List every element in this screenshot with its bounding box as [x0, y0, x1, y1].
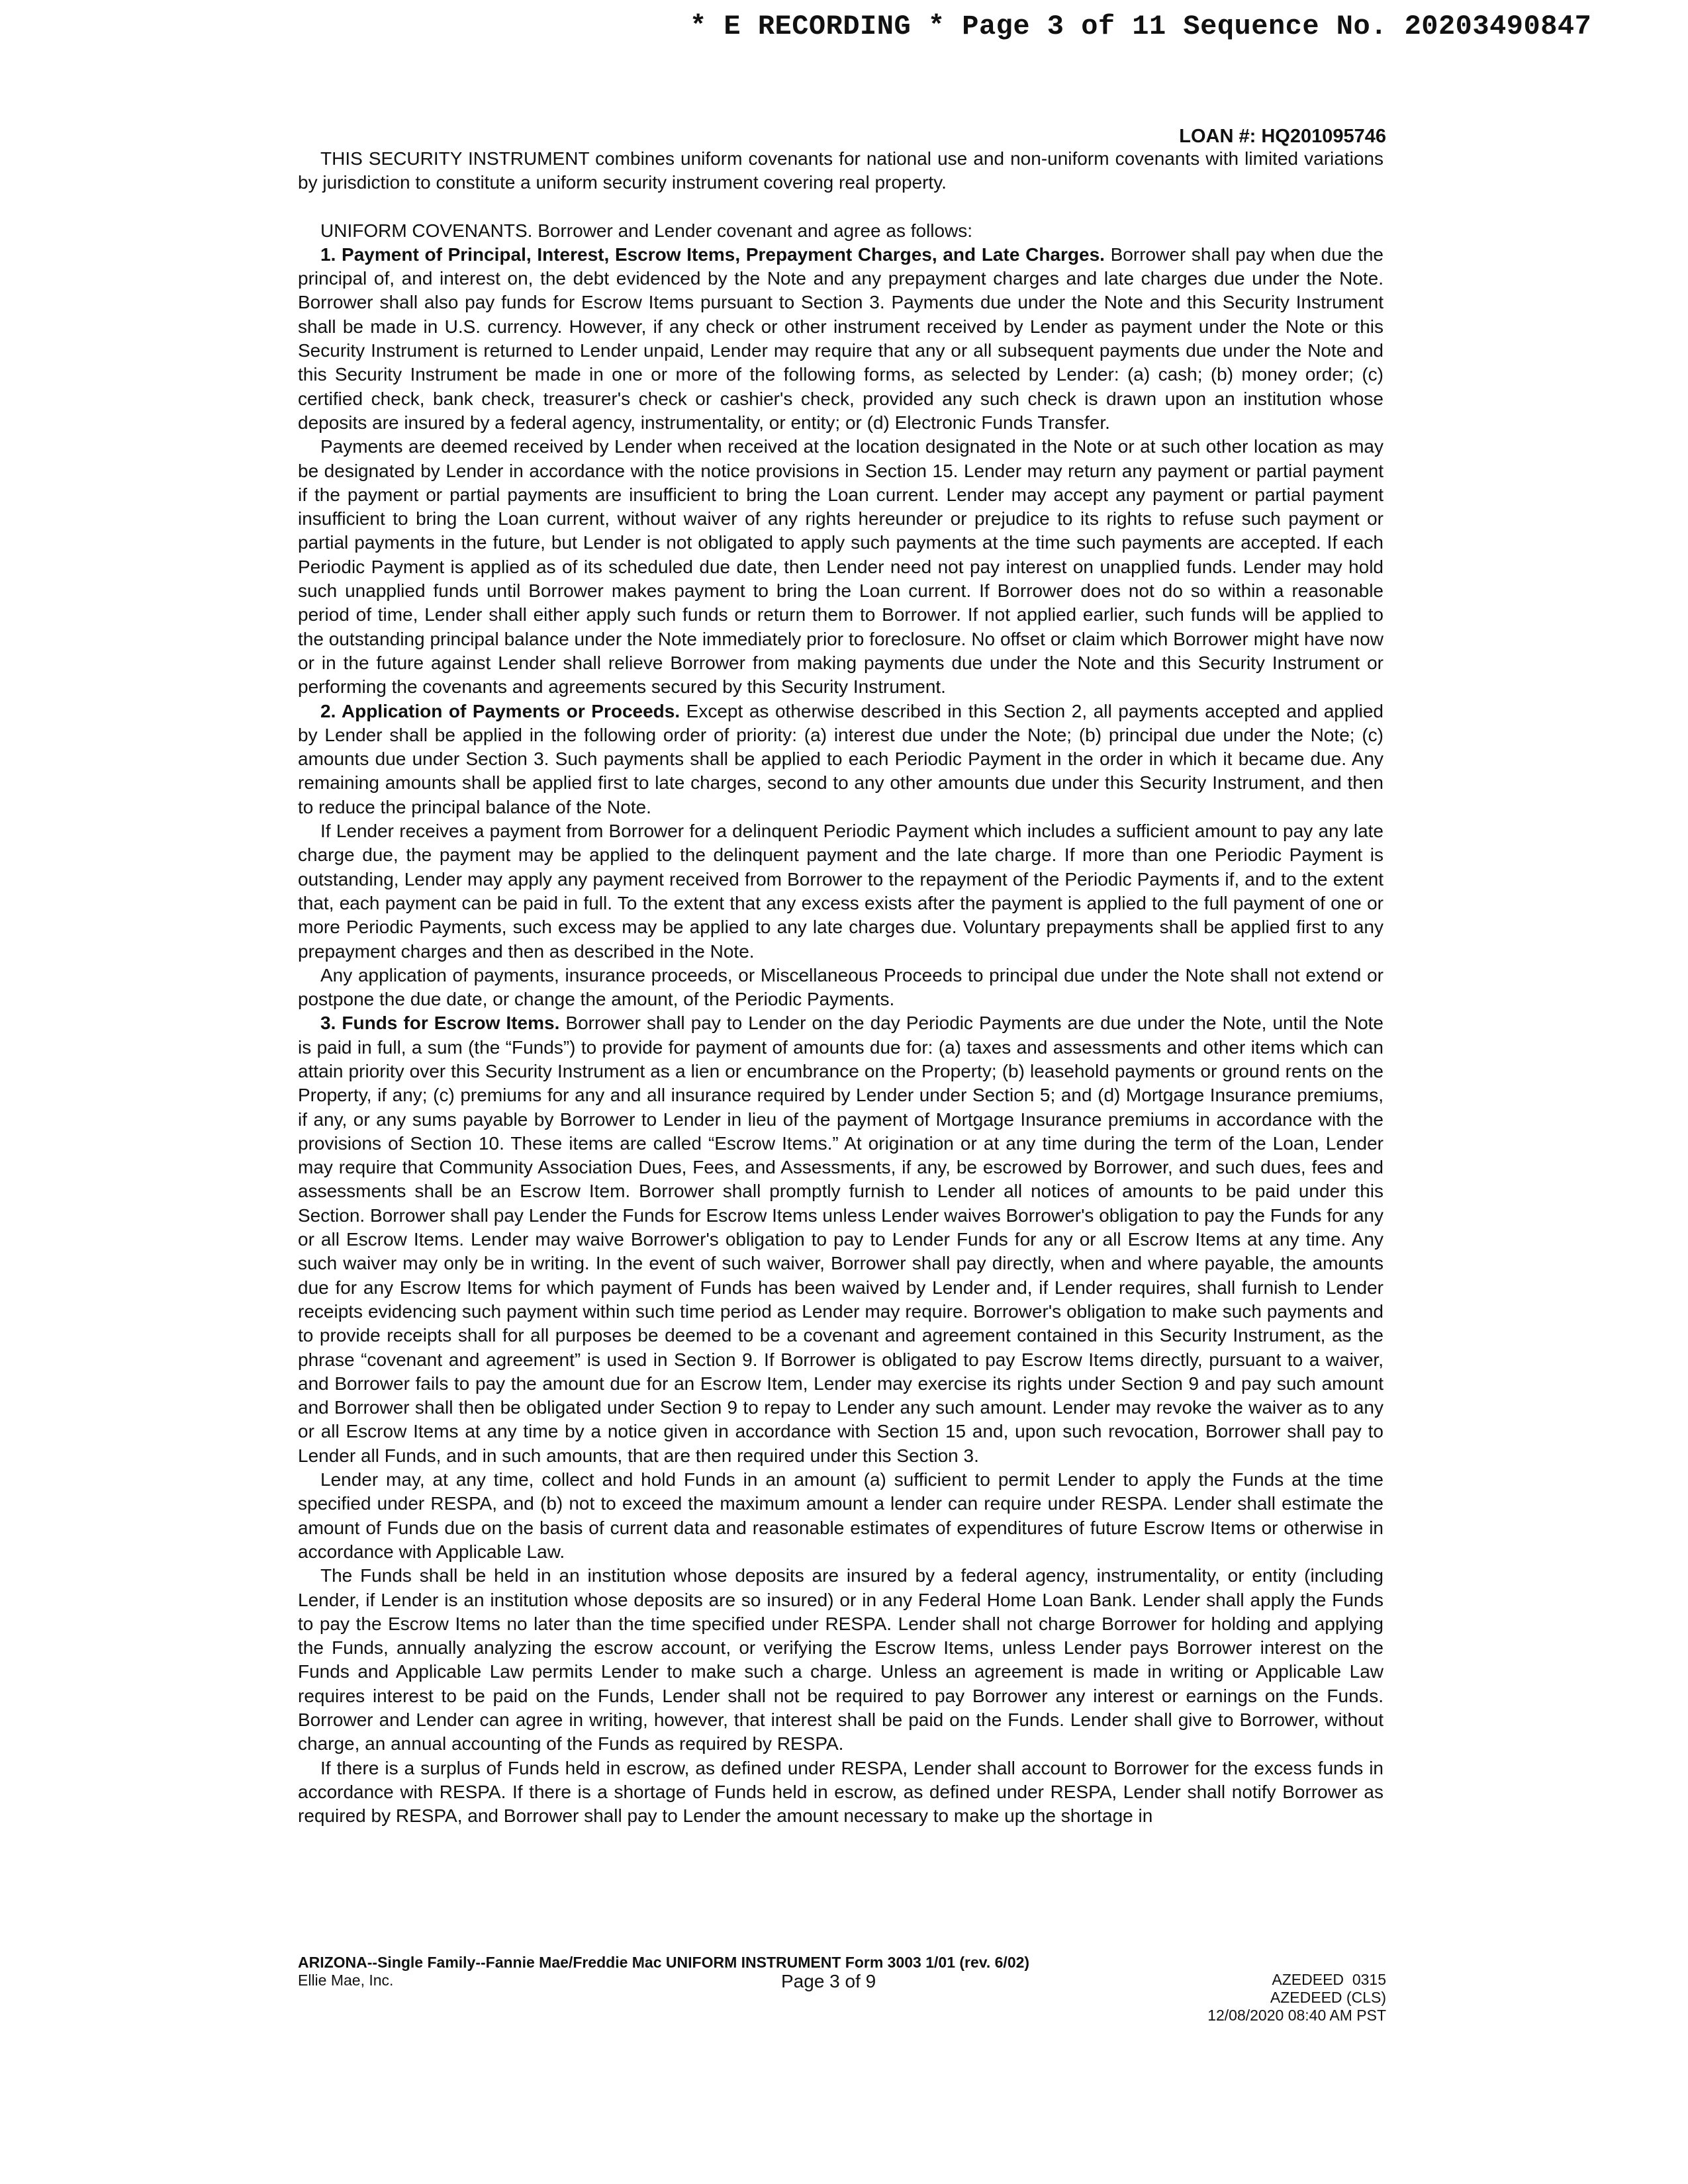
paragraph: UNIFORM COVENANTS. Borrower and Lender covenant and agree as follows:	[320, 220, 973, 241]
section-3	[298, 1011, 1383, 1468]
section-text: Except as otherwise described in this Section 2, all payments accepted and applied by Lender shall be applied in the following order of priority: (a) interest due under the Note; (b) principal due under the Note; (c) amounts due under Section 3. Such payments shall be applied to each Periodic Payment in the order in which it became due. Any remaining amounts shall be applied first to late charges, second to any other amounts due under this Security Instrument, and then to reduce the principal balance of the Note.	[298, 700, 1383, 817]
section-heading: 2. Application of Payments or Proceeds.	[320, 700, 680, 721]
document-body	[298, 147, 1383, 1828]
recording-header: * E RECORDING * Page 3 of 11 Sequence No. 20203490847	[690, 11, 1592, 42]
page-number: Page 3 of 9	[781, 1971, 876, 1991]
paragraph: THIS SECURITY INSTRUMENT combines uniform covenants for national use and non-uniform covenants with limited variations by jurisdiction to constitute a uniform security instrument covering real property.	[298, 148, 1383, 193]
section-2	[298, 700, 1383, 819]
footer-codes	[1207, 1971, 1386, 2025]
timestamp: 12/08/2020 08:40 AM PST	[1207, 2007, 1386, 2024]
form-title: ARIZONA--Single Family--Fannie Mae/Freddie Mac UNIFORM INSTRUMENT Form 3003 1/01 (rev. 6/02)	[298, 1954, 1030, 1971]
section-text: Borrower shall pay to Lender on the day Periodic Payments are due under the Note, until the Note is paid in full, a sum (the “Funds”) to provide for payment of amounts due for: (a) taxes and assessments and other items which can attain priority over this Security Instrument as a lien or encumbrance on the Property; (b) leasehold payments or ground rents on the Property, if any; (c) premiums for any and all insurance required by Lender under Section 5; and (d) Mortgage Insurance premiums, if any, or any sums payable by Borrower to Lender in lieu of the payment of Mortgage Insurance premiums in accordance with the provisions of Section 10. These items are called “Escrow Items.” At origination or at any time during the term of the Loan, Lender may require that Community Association Dues, Fees, and Assessments, if any, be escrowed by Borrower, and such dues, fees and assessments shall be an Escrow Item. Borrower shall promptly furnish to Lender all notices of amounts to be paid under this Section. Borrower shall pay Lender the Funds for Escrow Items unless Lender waives Borrower's obligation to pay the Funds for any or all Escrow Items. Lender may waive Borrower's obligation to pay to Lender Funds for any or all Escrow Items at any time. Any such waiver may only be in writing. In the event of such waiver, Borrower shall pay directly, when and where payable, the amounts due for any Escrow Items for which payment of Funds has been waived by Lender and, if Lender requires, shall furnish to Lender receipts evidencing such payment within such time period as Lender may require. Borrower's obligation to make such payments and to provide receipts shall for all purposes be deemed to be a covenant and agreement contained in this Security Instrument, as the phrase “covenant and agreement” is used in Section 9. If Borrower is obligated to pay Escrow Items directly, pursuant to a waiver, and Borrower fails to pay the amount due for an Escrow Item, Lender may exercise its rights under Section 9 and pay such amount and Borrower shall then be obligated under Section 9 to repay to Lender any such amount. Lender may revoke the waiver as to any or all Escrow Items at any time by a notice given in accordance with Section 15 and, upon such revocation, Borrower shall pay to Lender all Funds, and in such amounts, that are then required under this Section 3.	[298, 1013, 1383, 1466]
form-code-cls: AZEDEED (CLS)	[1270, 1989, 1386, 2006]
section-text: Borrower shall pay when due the principal of, and interest on, the debt evidenced by the Note and any prepayment charges and late charges due under the Note. Borrower shall also pay funds for Escrow Items pursuant to Section 3. Payments due under the Note and this Security Instrument shall be made in U.S. currency. However, if any check or other instrument received by Lender as payment under the Note or this Security Instrument is returned to Lender unpaid, Lender may require that any or all subsequent payments due under the Note and this Security Instrument be made in one or more of the following forms, as selected by Lender: (a) cash; (b) money order; (c) certified check, bank check, treasurer's check or cashier's check, provided any such check is drawn upon an institution whose deposits are insured by a federal agency, instrumentality, or entity; or (d) Electronic Funds Transfer.	[298, 244, 1383, 433]
section-heading: 3. Funds for Escrow Items.	[320, 1013, 560, 1034]
paragraph: The Funds shall be held in an institution whose deposits are insured by a federal agency, instrumentality, or entity (including Lender, if Lender is an institution whose deposits are so insured) or in any Federal Home Loan Bank. Lender shall apply the Funds to pay the Escrow Items no later than the time specified under RESPA. Lender shall not charge Borrower for holding and applying the Funds, annually analyzing the escrow account, or verifying the Escrow Items, unless Lender pays Borrower interest on the Funds and Applicable Law permits Lender to make such a charge. Unless an agreement is made in writing or Applicable Law requires interest to be paid on the Funds, Lender shall not be required to pay Borrower any interest or earnings on the Funds. Borrower and Lender can agree in writing, however, that interest shall be paid on the Funds. Lender shall give to Borrower, without charge, an annual accounting of the Funds as required by RESPA.	[298, 1565, 1383, 1754]
paragraph: Any application of payments, insurance proceeds, or Miscellaneous Proceeds to principal due under the Note shall not extend or postpone the due date, or change the amount, of the Periodic Payments.	[298, 964, 1383, 1010]
paragraph: Lender may, at any time, collect and hold Funds in an amount (a) sufficient to permit Lender to apply the Funds at the time specified under RESPA, and (b) not to exceed the maximum amount a lender can require under RESPA. Lender shall estimate the amount of Funds due on the basis of current data and reasonable estimates of expenditures of future Escrow Items or otherwise in accordance with Applicable Law.	[298, 1469, 1383, 1562]
loan-number: LOAN #: HQ201095746	[1179, 126, 1386, 147]
section-1	[298, 243, 1383, 435]
form-code: AZEDEED 0315	[1272, 1971, 1386, 1988]
section-heading: 1. Payment of Principal, Interest, Escrow Items, Prepayment Charges, and Late Charges.	[320, 244, 1105, 265]
paragraph: Payments are deemed received by Lender when received at the location designated in the Note or at such other location as may be designated by Lender in accordance with the notice provisions in Section 15. Lender may return any payment or partial payment if the payment or partial payments are insufficient to bring the Loan current. Lender may accept any payment or partial payment insufficient to bring the Loan current, without waiver of any rights hereunder or prejudice to its rights to refuse such payment or partial payments in the future, but Lender is not obligated to apply such payments at the time such payments are accepted. If each Periodic Payment is applied as of its scheduled due date, then Lender need not pay interest on unapplied funds. Lender may hold such unapplied funds until Borrower makes payment to bring the Loan current. If Borrower does not do so within a reasonable period of time, Lender shall either apply such funds or return them to Borrower. If not applied earlier, such funds will be applied to the outstanding principal balance under the Note immediately prior to foreclosure. No offset or claim which Borrower might have now or in the future against Lender shall relieve Borrower from making payments due under the Note and this Security Instrument or performing the covenants and agreements secured by this Security Instrument.	[298, 436, 1383, 698]
footer-form-info	[298, 1954, 1029, 1989]
publisher: Ellie Mae, Inc.	[298, 1972, 394, 1989]
paragraph: If there is a surplus of Funds held in escrow, as defined under RESPA, Lender shall account to Borrower for the excess funds in accordance with RESPA. If there is a shortage of Funds held in escrow, as defined under RESPA, Lender shall notify Borrower as required by RESPA, and Borrower shall pay to Lender the amount necessary to make up the shortage in	[298, 1757, 1383, 1827]
paragraph: If Lender receives a payment from Borrower for a delinquent Periodic Payment which includes a sufficient amount to pay any late charge due, the payment may be applied to the delinquent payment and the late charge. If more than one Periodic Payment is outstanding, Lender may apply any payment received from Borrower to the repayment of the Periodic Payments if, and to the extent that, each payment can be paid in full. To the extent that any excess exists after the payment is applied to the full payment of one or more Periodic Payments, such excess may be applied to any late charges due. Voluntary prepayments shall be applied first to any prepayment charges and then as described in the Note.	[298, 821, 1383, 962]
